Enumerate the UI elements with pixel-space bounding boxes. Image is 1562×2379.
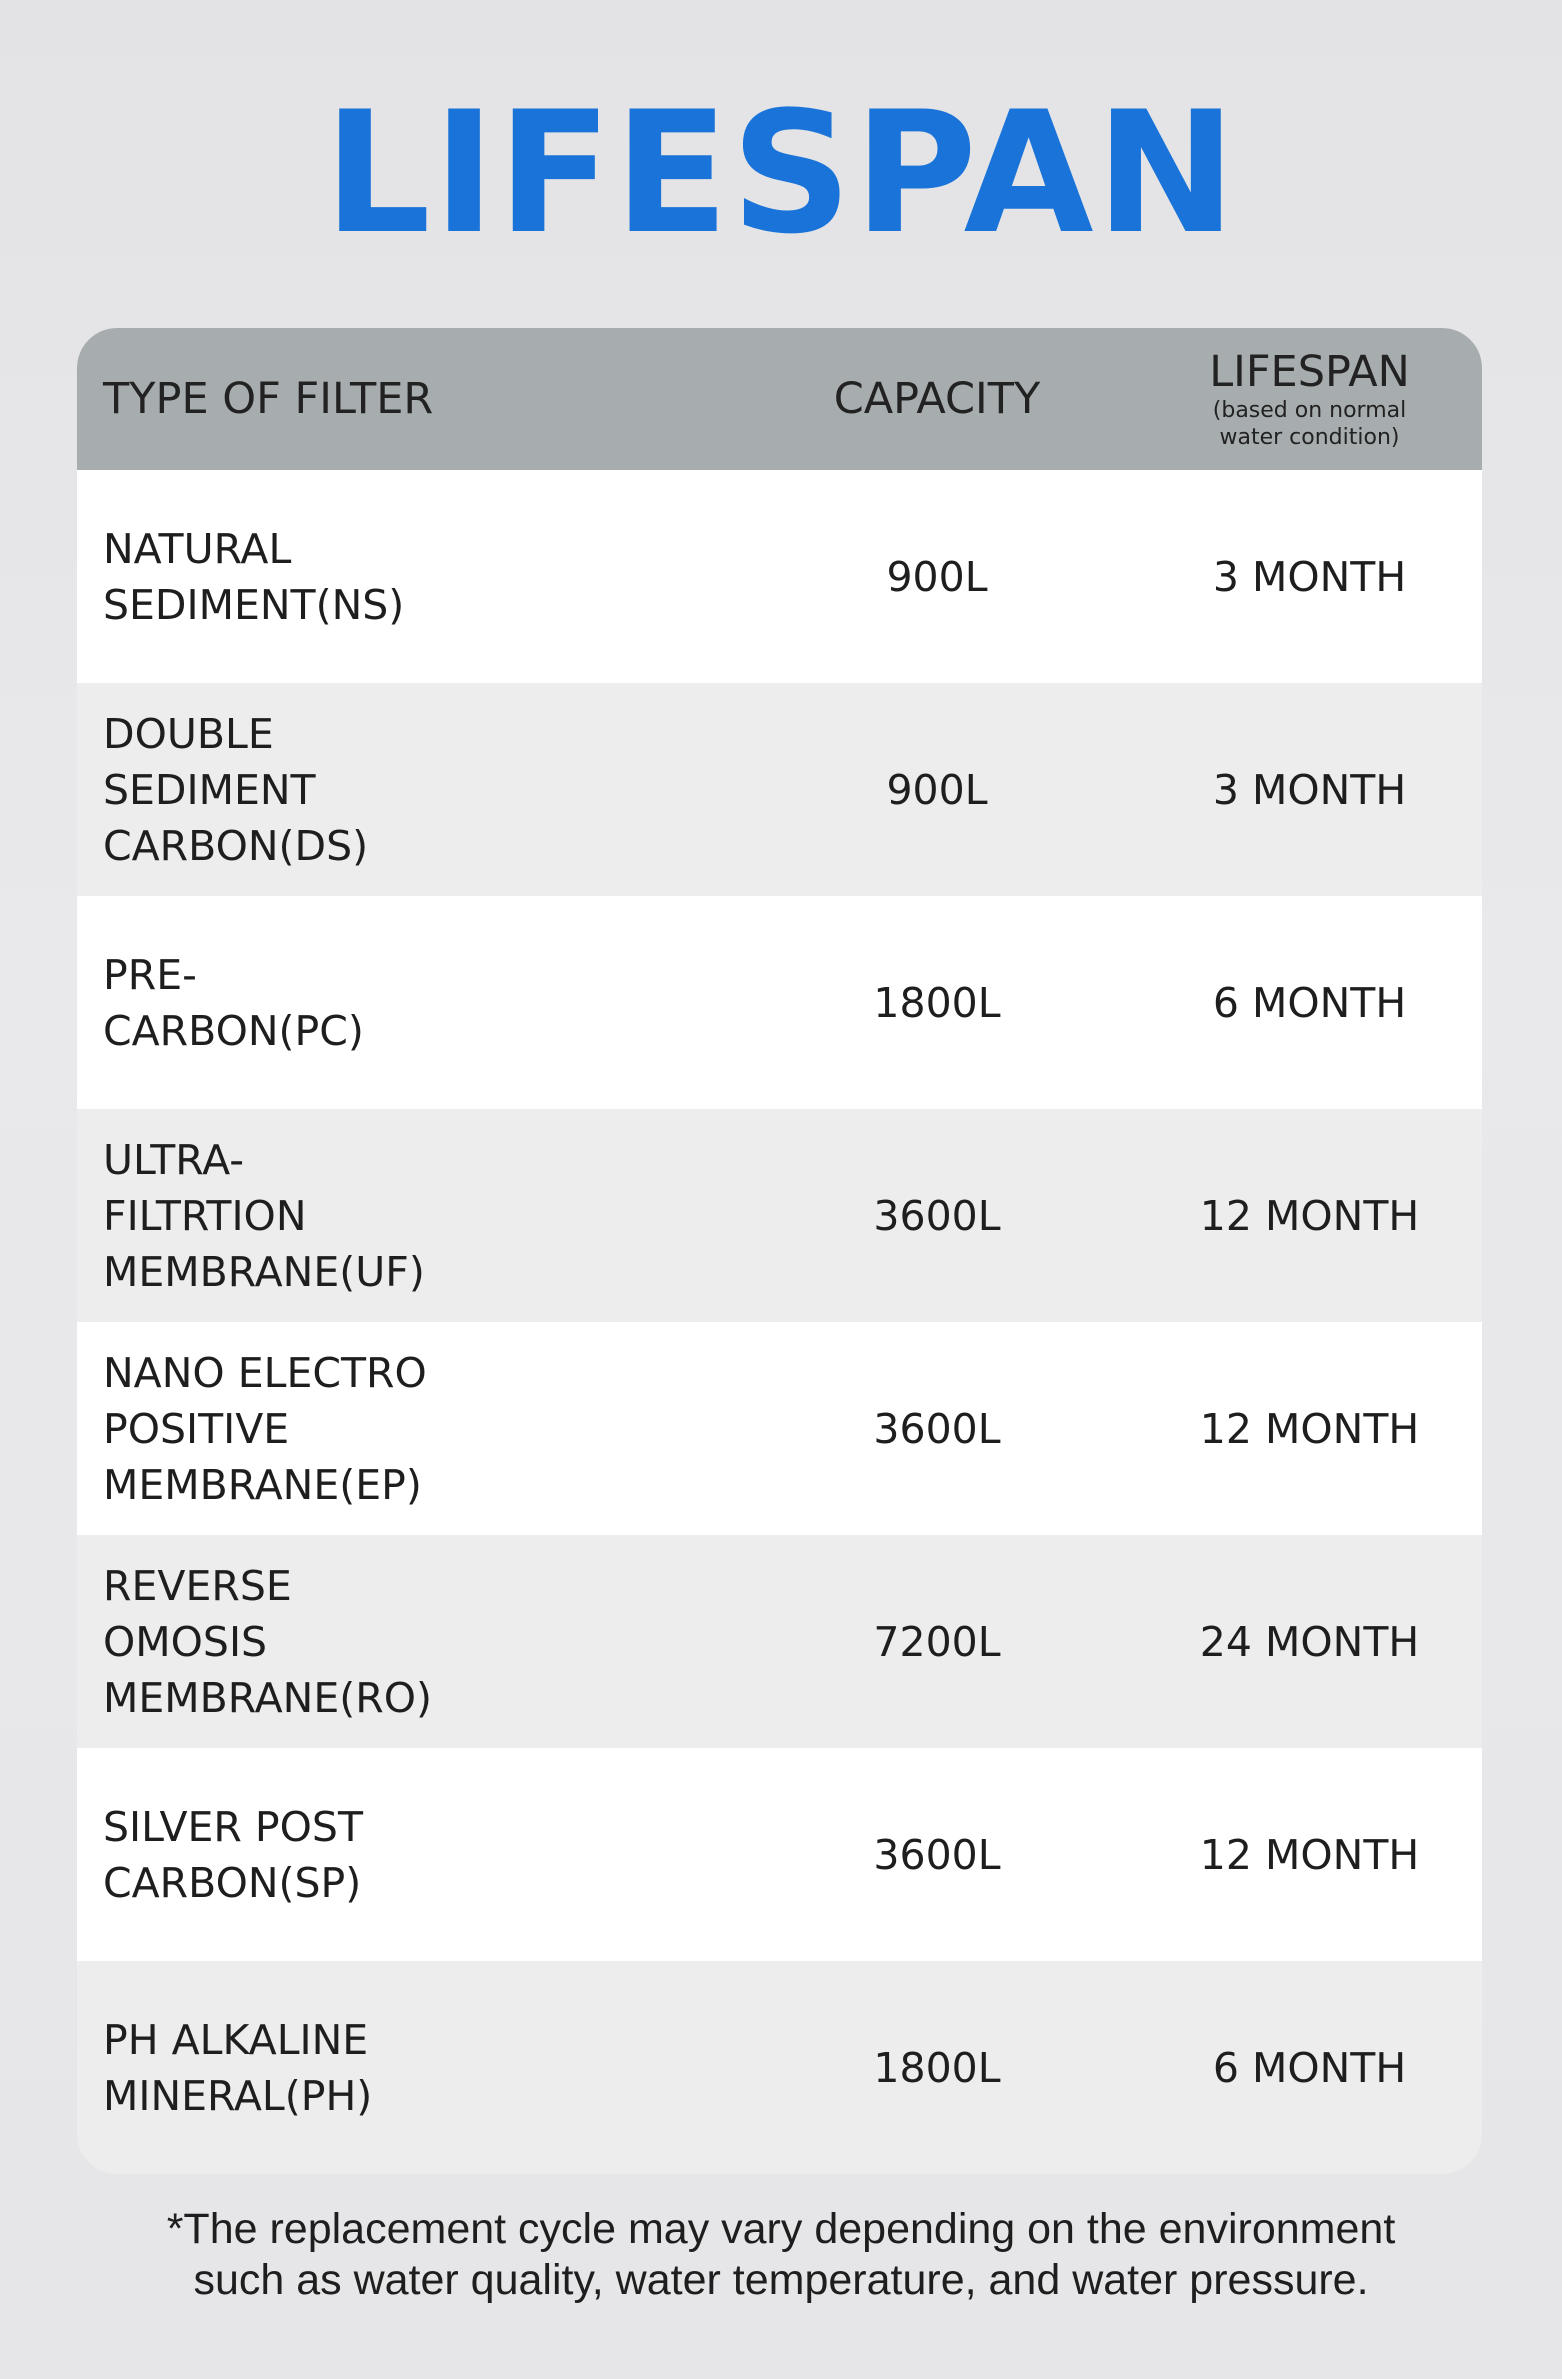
table-row [77, 896, 1482, 1109]
table-header-row [77, 328, 1482, 470]
capacity-cell: 3600L [873, 1191, 1001, 1240]
filter-type-cell: NANO ELECTRO POSITIVE MEMBRANE(EP) [103, 1348, 427, 1509]
capacity-cell: 3600L [873, 1404, 1001, 1453]
filter-type-cell: PRE- CARBON(PC) [103, 950, 364, 1055]
replacement-cycle-footnote: *The replacement cycle may vary depending on the environment such as water quality, water temperature, and water pressure. [166, 2205, 1396, 2304]
lifespan-cell: 12 MONTH [1199, 1404, 1420, 1453]
capacity-cell: 900L [886, 552, 988, 601]
header-capacity: CAPACITY [833, 374, 1041, 424]
lifespan-cell: 3 MONTH [1212, 552, 1407, 601]
lifespan-cell: 24 MONTH [1199, 1617, 1420, 1666]
filter-type-cell: ULTRA- FILTRTION MEMBRANE(UF) [103, 1135, 425, 1296]
filter-type-cell: SILVER POST CARBON(SP) [103, 1802, 363, 1907]
lifespan-cell: 3 MONTH [1212, 765, 1407, 814]
capacity-cell: 1800L [873, 2043, 1001, 2092]
filter-type-cell: DOUBLE SEDIMENT CARBON(DS) [103, 709, 369, 870]
lifespan-table [77, 328, 1482, 2174]
table-row [77, 470, 1482, 683]
table-row [77, 1961, 1482, 2174]
filter-type-cell: PH ALKALINE MINERAL(PH) [103, 2015, 373, 2120]
table-row [77, 1109, 1482, 1322]
capacity-cell: 900L [886, 765, 988, 814]
header-lifespan [1137, 328, 1482, 470]
lifespan-cell: 6 MONTH [1212, 2043, 1407, 2092]
lifespan-cell: 12 MONTH [1199, 1191, 1420, 1240]
header-type-of-filter: TYPE OF FILTER [103, 374, 434, 424]
capacity-cell: 7200L [873, 1617, 1001, 1666]
filter-type-cell: NATURAL SEDIMENT(NS) [103, 524, 405, 629]
capacity-cell: 3600L [873, 1830, 1001, 1879]
capacity-cell: 1800L [873, 978, 1001, 1027]
lifespan-cell: 12 MONTH [1199, 1830, 1420, 1879]
header-lifespan-note: (based on normal water condition) [1212, 398, 1407, 450]
table-row [77, 683, 1482, 896]
table-row [77, 1748, 1482, 1961]
header-lifespan-label: LIFESPAN [1209, 347, 1410, 397]
table-row [77, 1535, 1482, 1748]
filter-type-cell: REVERSE OMOSIS MEMBRANE(RO) [103, 1561, 432, 1722]
lifespan-cell: 6 MONTH [1212, 978, 1407, 1027]
table-row [77, 1322, 1482, 1535]
page-title: LIFESPAN [323, 75, 1239, 271]
